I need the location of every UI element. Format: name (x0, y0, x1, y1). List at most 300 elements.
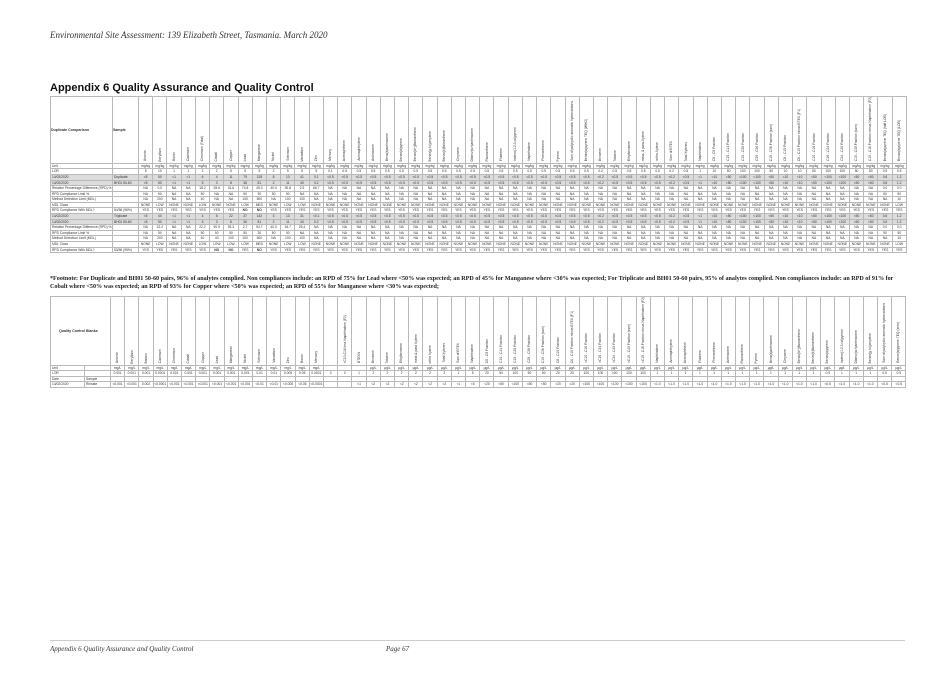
value-cell: NA (636, 225, 650, 231)
value-cell: 40.0 (266, 225, 280, 231)
value-cell: NA (480, 236, 494, 242)
analyte-header (437, 97, 451, 164)
value-cell: NA (309, 191, 323, 197)
value-cell: YES (423, 208, 437, 214)
value-cell: <100 (608, 382, 622, 388)
analyte-header (622, 297, 636, 366)
value-cell: mg/kg (736, 163, 750, 169)
value-cell: NA (480, 191, 494, 197)
value-cell: 1.2 (892, 214, 906, 220)
value-cell: NA (650, 186, 664, 192)
value-cell: mg/L (267, 365, 281, 371)
value-cell: 0.2 (309, 180, 323, 186)
analyte-name: Ethylbenzene (399, 343, 404, 364)
value-cell: <5 (139, 219, 153, 225)
analyte-header (324, 297, 338, 366)
value-cell: NONE (636, 242, 650, 248)
value-cell: YES (338, 208, 352, 214)
value-cell: YES (778, 247, 792, 253)
value-cell: <50 (764, 174, 778, 180)
value-cell: 1 (352, 371, 366, 377)
sample-cell: Rinsate (85, 382, 111, 388)
value-cell: <1 (167, 174, 181, 180)
value-cell: NA (181, 236, 195, 242)
analyte-name: Benzo(g.h.i)perylene (868, 332, 873, 364)
value-cell: <0.5 (437, 174, 451, 180)
value-cell: 100 (224, 236, 238, 242)
analyte-name: Cadmium (185, 147, 190, 162)
value-cell: NONE (778, 202, 792, 208)
value-cell: mg/kg (437, 163, 451, 169)
value-cell: NA (409, 186, 423, 192)
value-cell: NO (238, 208, 252, 214)
value-cell: 30 (252, 191, 266, 197)
value-cell: NA (750, 186, 764, 192)
value-cell: NONE (594, 202, 608, 208)
value-cell: <100 (593, 382, 607, 388)
value-cell: 2 (423, 371, 437, 377)
value-cell: NONE (522, 242, 536, 248)
value-cell: <0.2 (594, 174, 608, 180)
value-cell: 2 (380, 371, 394, 377)
value-cell: <10 (778, 174, 792, 180)
value-cell: 100 (238, 197, 252, 203)
value-cell: YES (508, 247, 522, 253)
value-cell: µg/L (863, 365, 877, 371)
value-cell: NA (622, 225, 636, 231)
value-cell: YES (650, 208, 664, 214)
analyte-name: Naphthalene (527, 142, 532, 162)
value-cell: 37 (238, 214, 252, 220)
value-cell: LOW (224, 242, 238, 248)
value-cell: mg/kg (380, 163, 394, 169)
value-cell: NONE (821, 242, 835, 248)
value-cell: 2 (266, 169, 280, 175)
value-cell: NA (793, 197, 807, 203)
value-cell: NA (693, 186, 707, 192)
analyte-name: Boron (171, 152, 176, 162)
value-cell: YES (807, 208, 821, 214)
value-cell: 1 (707, 371, 721, 377)
analyte-name: Benzo(g.h.i)perylene (427, 130, 432, 162)
analyte-name: C6 - C10 Fraction minus BTEX (F1) (569, 310, 574, 364)
analyte-name: Benzo(a)pyrene TEQ (WHO) (584, 118, 589, 162)
value-cell: NONE (451, 242, 465, 248)
value-cell: NONE (409, 202, 423, 208)
analyte-name: meta & para Xylene (413, 334, 418, 364)
value-cell: NA (608, 197, 622, 203)
value-cell: NA (750, 225, 764, 231)
value-cell: NA (423, 230, 437, 236)
value-cell: NONE (394, 202, 408, 208)
analyte-header (167, 97, 181, 164)
value-cell: µg/L (522, 365, 536, 371)
value-cell: NA (736, 186, 750, 192)
value-cell: <50 (764, 180, 778, 186)
value-cell: 50 (153, 219, 167, 225)
value-cell: NA (210, 197, 224, 203)
value-cell: YES (494, 208, 508, 214)
value-cell: <1.0 (806, 382, 820, 388)
value-cell: NONE (522, 202, 536, 208)
value-cell: <100 (821, 180, 835, 186)
value-cell: <5 (139, 180, 153, 186)
value-cell: 0.01 (267, 371, 281, 377)
value-cell: <100 (821, 214, 835, 220)
value-cell: NONE (849, 242, 863, 248)
value-cell: µg/L (792, 365, 806, 371)
value-cell: 0.0 (153, 186, 167, 192)
value-cell: NA (522, 236, 536, 242)
value-cell: <20 (551, 382, 565, 388)
value-cell: NA (864, 186, 878, 192)
value-cell: <0.01 (253, 382, 267, 388)
value-cell: YES (366, 208, 380, 214)
value-cell: NA (721, 197, 735, 203)
value-cell: µg/L (395, 365, 409, 371)
value-cell: <0.5 (522, 174, 536, 180)
analyte-header (238, 97, 252, 164)
value-cell: YES (594, 208, 608, 214)
value-cell: YES (608, 247, 622, 253)
value-cell: NA (508, 191, 522, 197)
value-cell: <50 (721, 180, 735, 186)
value-cell: 5 (195, 219, 209, 225)
value-cell: <0.5 (608, 180, 622, 186)
row-label: Unit (51, 365, 85, 371)
value-cell: <50 (807, 174, 821, 180)
analyte-header (835, 97, 849, 164)
value-cell: 0.1 (309, 174, 323, 180)
value-cell: 79 (238, 174, 252, 180)
value-cell: mg/kg (295, 163, 309, 169)
value-cell: <0.2 (665, 174, 679, 180)
value-cell: <0.5 (451, 180, 465, 186)
value-cell: NA (522, 225, 536, 231)
value-cell: NA (266, 236, 280, 242)
value-cell: YES (665, 208, 679, 214)
value-cell: NA (807, 230, 821, 236)
value-cell: µg/L (508, 365, 522, 371)
value-cell: YES (579, 208, 593, 214)
value-cell: NA (139, 225, 153, 231)
value-cell: 4 (195, 214, 209, 220)
value-cell: µg/L (721, 365, 735, 371)
value-cell: NA (608, 225, 622, 231)
value-cell: NO (252, 208, 266, 214)
value-cell: 11 (281, 219, 295, 225)
analyte-header (409, 297, 423, 366)
value-cell: NONE (551, 202, 565, 208)
value-cell: NONE (636, 202, 650, 208)
value-cell: NA (508, 197, 522, 203)
value-cell: 0.5 (352, 169, 366, 175)
value-cell: 50 (864, 169, 878, 175)
analyte-header (125, 297, 139, 366)
value-cell: NONE (366, 242, 380, 248)
value-cell: <1 (451, 382, 465, 388)
value-cell: NA (665, 230, 679, 236)
analyte-header (182, 297, 196, 366)
value-cell: <0.5 (622, 219, 636, 225)
value-cell: NA (323, 191, 337, 197)
value-cell: 1 (750, 371, 764, 377)
analyte-name: Benzo(b+j)fluoranthene (797, 328, 802, 364)
value-cell: <0.5 (679, 219, 693, 225)
row-label: Method Detection Limit (MDL) (51, 197, 113, 203)
value-cell: 500 (252, 197, 266, 203)
value-cell: NA (537, 230, 551, 236)
value-cell: YES (153, 247, 167, 253)
value-cell: <0.5 (380, 214, 394, 220)
value-cell: NONE (778, 242, 792, 248)
value-cell: mg/L (125, 365, 139, 371)
value-cell: 74.8 (238, 186, 252, 192)
value-cell: <100 (636, 382, 650, 388)
value-cell: NA (807, 236, 821, 242)
value-cell: NA (494, 230, 508, 236)
value-cell: 13 (281, 174, 295, 180)
value-cell: <0.5 (409, 214, 423, 220)
analyte-name: Lead (242, 153, 247, 162)
value-cell: NA (835, 191, 849, 197)
value-cell: <0.5 (323, 219, 337, 225)
value-cell: NA (821, 236, 835, 242)
value-cell: NONE (508, 242, 522, 248)
value-cell: µg/L (409, 365, 423, 371)
value-cell: µg/L (423, 365, 437, 371)
value-cell: <0.5 (323, 174, 337, 180)
value-cell: <100 (750, 219, 764, 225)
value-cell: <50 (849, 214, 863, 220)
value-cell: NONE (423, 202, 437, 208)
value-cell: 40 (210, 236, 224, 242)
value-cell: 50 (281, 230, 295, 236)
value-cell: 0.5 (380, 169, 394, 175)
value-cell: <0.5 (409, 174, 423, 180)
value-cell: 0.5 (892, 371, 906, 377)
value-cell: YES (281, 208, 295, 214)
analyte-header (650, 297, 664, 366)
value-cell: mg/kg (522, 163, 536, 169)
value-cell: NA (451, 191, 465, 197)
value-cell: 0.5 (650, 169, 664, 175)
value-cell: YES (537, 247, 551, 253)
analyte-name: Beryllium (157, 147, 162, 162)
value-cell: NA (295, 230, 309, 236)
value-cell: YES (139, 208, 153, 214)
value-cell: 1 (792, 371, 806, 377)
value-cell: NA (167, 197, 181, 203)
value-cell: NONE (494, 202, 508, 208)
analyte-header (181, 97, 195, 164)
value-cell: mg/kg (423, 163, 437, 169)
value-cell: µg/L (693, 365, 707, 371)
value-cell: NONE (494, 242, 508, 248)
value-cell: YES (295, 208, 309, 214)
value-cell: <100 (736, 214, 750, 220)
analyte-name: Barium (143, 352, 148, 364)
value-cell: NA (409, 197, 423, 203)
value-cell: NONE (764, 242, 778, 248)
value-cell: 2 (210, 169, 224, 175)
analyte-name: Sum of BTEX (456, 343, 461, 364)
value-cell: <0.5 (494, 174, 508, 180)
value-cell: <1.0 (650, 382, 664, 388)
value-cell: µg/L (437, 365, 451, 371)
value-cell: <0.5 (636, 180, 650, 186)
analyte-header (437, 297, 451, 366)
value-cell: 41 (295, 174, 309, 180)
value-cell: 16.7 (281, 225, 295, 231)
value-cell: <1 (167, 214, 181, 220)
value-cell: 0.5 (579, 169, 593, 175)
value-cell: NA (608, 186, 622, 192)
value-cell: NONE (679, 242, 693, 248)
analyte-header (622, 97, 636, 164)
value-cell: <0.5 (579, 174, 593, 180)
analyte-header (253, 297, 267, 366)
value-cell: <50 (849, 174, 863, 180)
value-cell: <0.5 (537, 219, 551, 225)
value-cell: mg/kg (721, 163, 735, 169)
value-cell: YES (195, 208, 209, 214)
value-cell: LOW (153, 202, 167, 208)
value-cell: mg/kg (793, 163, 807, 169)
row-label: Unit (51, 163, 113, 169)
value-cell: <0.5 (394, 174, 408, 180)
value-cell: NA (394, 191, 408, 197)
analyte-name: Benzo(k)fluoranthene (811, 331, 816, 364)
value-cell: <0.001 (167, 382, 181, 388)
value-cell: NONE (565, 202, 579, 208)
value-cell: µg/L (636, 365, 650, 371)
analyte-header (451, 297, 465, 366)
value-cell: mg/kg (323, 163, 337, 169)
value-cell: NA (323, 197, 337, 203)
analyte-header (352, 297, 366, 366)
value-cell: <0.001 (238, 382, 252, 388)
value-cell: <0.5 (821, 382, 835, 388)
value-cell: <0.5 (380, 219, 394, 225)
analyte-name: Benz(a)anthracene (385, 133, 390, 162)
row-label: RPD Compliance Limit % (51, 191, 113, 197)
value-cell: NA (380, 191, 394, 197)
value-cell: <0.5 (522, 214, 536, 220)
value-cell: 1.2 (892, 180, 906, 186)
value-cell: NA (679, 197, 693, 203)
value-cell: <0.5 (437, 214, 451, 220)
value-cell: NA (167, 191, 181, 197)
sample-column-label: Sample (113, 97, 139, 164)
value-cell: YES (707, 247, 721, 253)
value-cell: 36 (238, 219, 252, 225)
value-cell: NA (466, 186, 480, 192)
value-cell: <0.5 (565, 180, 579, 186)
value-cell: NA (551, 230, 565, 236)
value-cell: YES (707, 208, 721, 214)
value-cell: 0.5 (480, 169, 494, 175)
value-cell: NA (636, 186, 650, 192)
value-cell: NA (594, 186, 608, 192)
value-cell: 0.2 (309, 219, 323, 225)
value-cell: 50 (892, 191, 906, 197)
analyte-name: Chromium (172, 347, 177, 364)
value-cell: 3 (210, 180, 224, 186)
analyte-name: Ethylbenzene (626, 141, 631, 162)
value-cell: 30 (252, 230, 266, 236)
analyte-name: Selenium (285, 147, 290, 162)
value-cell: 5 (295, 169, 309, 175)
value-cell: <0.5 (352, 219, 366, 225)
analyte-header (352, 97, 366, 164)
value-cell: 0.001 (196, 371, 210, 377)
value-cell: NONE (167, 202, 181, 208)
value-cell: 0.5 (679, 169, 693, 175)
value-cell: NA (707, 186, 721, 192)
value-cell: mg/kg (693, 163, 707, 169)
value-cell: NA (778, 191, 792, 197)
analyte-header (764, 297, 778, 366)
value-cell: 0.001 (210, 371, 224, 377)
value-cell: mg/kg (878, 163, 892, 169)
value-cell: NONE (366, 202, 380, 208)
sample-cell: Sample (85, 376, 111, 382)
value-cell: NA (380, 236, 394, 242)
value-cell: NONE (608, 242, 622, 248)
analyte-name: Zinc (313, 154, 318, 162)
value-cell: <0.5 (551, 219, 565, 225)
value-cell: LOW (281, 242, 295, 248)
value-cell: <0.5 (636, 219, 650, 225)
value-cell: 3 (210, 219, 224, 225)
value-cell: NA (224, 191, 238, 197)
footer-left: Appendix 6 Quality Assurance and Quality Control (50, 645, 194, 653)
value-cell: NA (736, 230, 750, 236)
analyte-header (267, 297, 281, 366)
value-cell: mg/kg (508, 163, 522, 169)
value-cell: NA (394, 236, 408, 242)
value-cell: <0.5 (522, 180, 536, 186)
value-cell: 200 (153, 197, 167, 203)
value-cell: <50 (864, 219, 878, 225)
analyte-name: C16 - C34 Fraction (825, 133, 830, 162)
value-cell: NA (494, 225, 508, 231)
value-cell: 50 (807, 169, 821, 175)
value-cell: NA (707, 225, 721, 231)
value-cell: 2 (409, 371, 423, 377)
value-cell: mg/kg (565, 163, 579, 169)
analyte-header (508, 97, 522, 164)
value-cell: NA (750, 236, 764, 242)
value-cell: <0.5 (409, 219, 423, 225)
value-cell: YES (309, 247, 323, 253)
value-cell: NONE (707, 202, 721, 208)
value-cell: <0.2 (665, 214, 679, 220)
value-cell: LOW (195, 202, 209, 208)
value-cell: <100 (750, 214, 764, 220)
value-cell: <1 (693, 174, 707, 180)
analyte-header (878, 97, 892, 164)
value-cell: <0.5 (352, 174, 366, 180)
value-cell: 90.9 (210, 225, 224, 231)
value-cell: mg/L (111, 365, 125, 371)
analyte-header (835, 297, 849, 366)
value-cell: 500 (252, 236, 266, 242)
value-cell: NA (295, 191, 309, 197)
value-cell: 3 (266, 214, 280, 220)
analyte-header (153, 97, 167, 164)
